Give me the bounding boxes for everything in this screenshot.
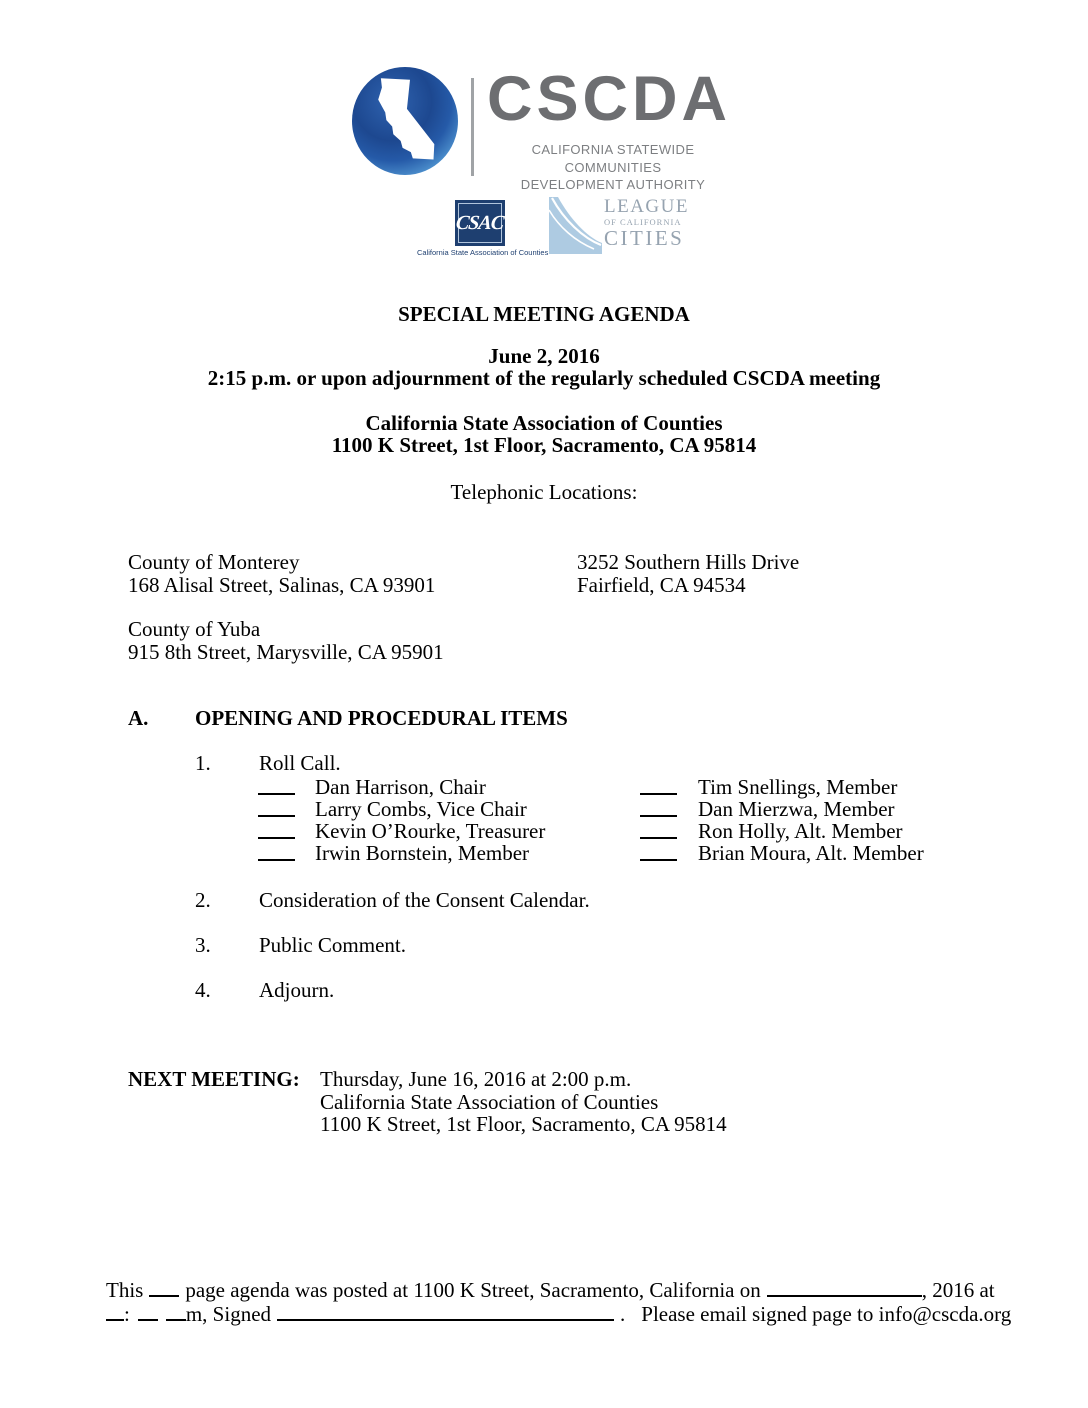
cscda-logo-globe: [352, 67, 458, 175]
csac-logo: [455, 200, 505, 246]
csac-logo-inner-border: [455, 203, 505, 243]
roll-call-blank-line: [640, 842, 677, 861]
location-monterey: [128, 551, 435, 596]
league-logo-text: [604, 197, 689, 249]
next-meeting-venue: California State Association of Counties: [320, 1089, 659, 1114]
posting-date-blank: [767, 1292, 922, 1297]
roll-call-name: Dan Harrison, Chair: [315, 775, 486, 799]
csac-wordmark: CSAC: [455, 211, 505, 234]
section-letter: A.: [128, 706, 149, 730]
location-address: 168 Alisal Street, Salinas, CA 93901: [128, 572, 436, 597]
location-name: County of Yuba: [128, 617, 261, 641]
league-line1: LEAGUE: [604, 196, 689, 217]
page-count-blank: [149, 1292, 179, 1297]
roll-call-blank-line: [258, 820, 295, 839]
meeting-time-line: 2:15 p.m. or upon adjournment of the regularly scheduled CSCDA meeting: [207, 366, 881, 390]
roll-call-name: Larry Combs, Vice Chair: [315, 797, 527, 821]
cscda-wordmark: CSCDA: [487, 64, 732, 134]
location-address: 915 8th Street, Marysville, CA 95901: [128, 639, 444, 664]
hour-blank: [106, 1316, 124, 1321]
minute-blank: [138, 1316, 158, 1321]
posting-statement-line2: [106, 1302, 1012, 1326]
league-line2: OF CALIFORNIA: [604, 217, 682, 227]
footer-email-note: Please email signed page to info@cscda.org: [641, 1302, 1012, 1326]
item-number: 1.: [195, 751, 211, 775]
posting-statement-line1: [106, 1279, 1006, 1302]
cscda-subtitle-line2: DEVELOPMENT AUTHORITY: [520, 177, 706, 192]
item-number: 3.: [195, 933, 211, 957]
roll-call-blank-line: [258, 776, 295, 795]
ampm-blank: [166, 1316, 186, 1321]
item-text: Adjourn.: [259, 978, 335, 1002]
item-text: Roll Call.: [259, 751, 341, 775]
cscda-subtitle: [488, 141, 738, 194]
csac-caption: California State Association of Counties: [417, 248, 549, 257]
roll-call-blank-line: [258, 798, 295, 817]
cscda-subtitle-line1: CALIFORNIA STATEWIDE COMMUNITIES: [531, 142, 695, 175]
footer-text: m, Signed: [185, 1302, 272, 1326]
roll-call-name: Dan Mierzwa, Member: [698, 797, 895, 821]
section-title: OPENING AND PROCEDURAL ITEMS: [195, 706, 568, 730]
page-title: SPECIAL MEETING AGENDA: [398, 302, 690, 326]
roll-call-name: Kevin O’Rourke, Treasurer: [315, 819, 546, 843]
footer-text: page agenda was posted at 1100 K Street, Sacramento, California on: [185, 1278, 761, 1302]
item-text: Public Comment.: [259, 933, 406, 957]
roll-call-blank-line: [640, 798, 677, 817]
roll-call-name: Brian Moura, Alt. Member: [698, 841, 924, 865]
location-address: Fairfield, CA 94534: [577, 572, 746, 597]
roll-call-blank-line: [640, 820, 677, 839]
roll-call-name: Tim Snellings, Member: [698, 775, 898, 799]
next-meeting-datetime: Thursday, June 16, 2016 at 2:00 p.m.: [320, 1067, 632, 1091]
next-meeting-details: [320, 1068, 727, 1136]
roll-call-name: Ron Holly, Alt. Member: [698, 819, 903, 843]
footer-text: .: [620, 1302, 626, 1326]
item-number: 2.: [195, 888, 211, 912]
venue-name: California State Association of Counties: [365, 411, 723, 435]
location-fairfield: [577, 551, 799, 596]
telephonic-locations-label: Telephonic Locations:: [450, 480, 638, 504]
item-text: Consideration of the Consent Calendar.: [259, 888, 590, 912]
footer-text: This: [106, 1278, 144, 1302]
roll-call-name: Irwin Bornstein, Member: [315, 841, 530, 865]
logo-divider-line: [471, 78, 474, 176]
league-swoosh-icon: [549, 197, 602, 254]
meeting-date: June 2, 2016: [488, 344, 600, 368]
location-name: 3252 Southern Hills Drive: [577, 550, 800, 574]
location-name: County of Monterey: [128, 550, 300, 574]
venue-address: 1100 K Street, 1st Floor, Sacramento, CA 95814: [331, 433, 757, 457]
roll-call-blank-line: [258, 842, 295, 861]
footer-text: , 2016 at: [921, 1278, 995, 1302]
league-line3: CITIES: [604, 226, 685, 250]
signature-blank: [277, 1316, 614, 1321]
location-yuba: [128, 618, 444, 663]
next-meeting-address: 1100 K Street, 1st Floor, Sacramento, CA 95814: [320, 1112, 727, 1136]
next-meeting-label: NEXT MEETING:: [128, 1067, 300, 1091]
item-number: 4.: [195, 978, 211, 1002]
roll-call-blank-line: [640, 776, 677, 795]
footer-text: :: [124, 1302, 130, 1326]
california-state-icon: [363, 76, 445, 166]
